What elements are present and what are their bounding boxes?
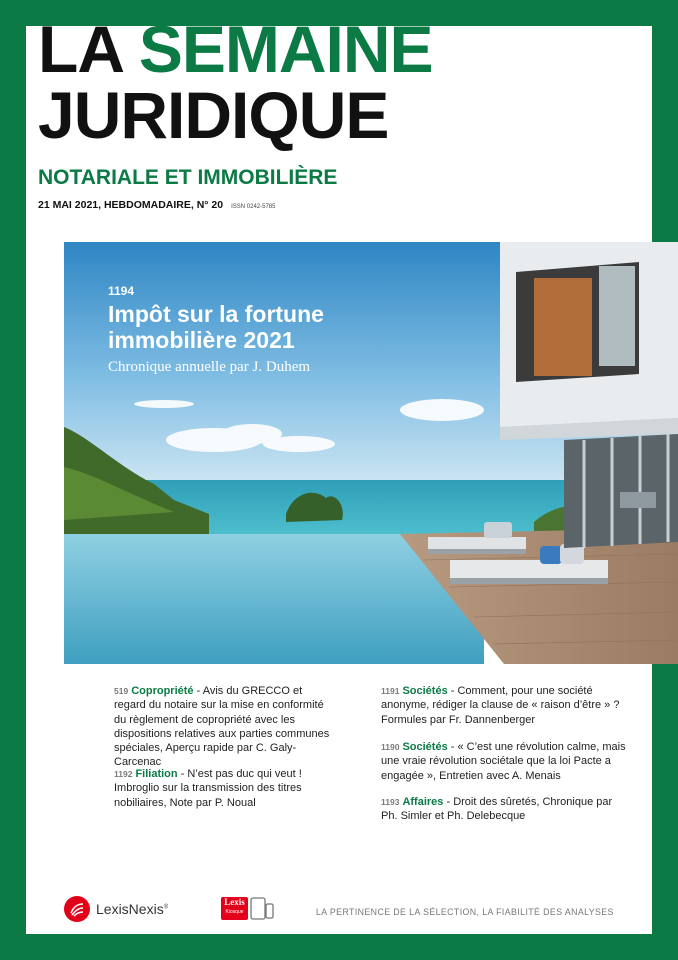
trademark: ® xyxy=(163,904,169,911)
item-section: Sociétés xyxy=(402,685,448,697)
item-text: - Droit des sûretés, Chronique par Ph. Simler et Ph. Delebecque xyxy=(381,796,613,823)
item-number: 519 xyxy=(114,686,129,696)
masthead-juridique: JURIDIQUE xyxy=(38,78,389,152)
cover-headline xyxy=(108,284,408,376)
item-text: - Comment, pour une société anonyme, rédiger la clause de « raison d’être » ? Formules par Fr. Dannenberger xyxy=(381,685,620,726)
item-text: - Avis du GRECCO et regard du notaire sur la mise en conformité du règlement de copropriété avec les dispositions relatives aux parties communes spéciales, Aperçu rapide par C. Galy-Carcenac xyxy=(114,685,330,769)
item-section: Sociétés xyxy=(402,741,448,753)
item-number: 1190 xyxy=(381,742,400,752)
item-number: 1191 xyxy=(381,686,400,696)
phone-icon xyxy=(266,904,273,918)
kiosque-label: Kiosque xyxy=(225,909,244,915)
devices-icon xyxy=(250,897,274,921)
kiosque-brand: Lexis xyxy=(224,897,245,907)
item-section: Copropriété xyxy=(131,685,194,697)
publisher-wordmark: LexisNexis xyxy=(96,901,164,917)
item-text: - N’est pas duc qui veut ! Imbroglio sur la transmission des titres nobiliaires, Note par P. Noual xyxy=(114,768,302,809)
publisher-name xyxy=(96,901,168,917)
lexis-kiosque-badge xyxy=(221,897,248,920)
contents-item xyxy=(114,684,336,770)
masthead-semaine: SEMAINE xyxy=(138,12,433,86)
item-section: Affaires xyxy=(402,796,444,808)
headline-title: Impôt sur la fortune immobilière 2021 xyxy=(108,301,324,353)
item-number: 1193 xyxy=(381,797,400,807)
headline-subtitle: Chronique annuelle par J. Duhem xyxy=(108,359,311,375)
tagline: LA PERTINENCE DE LA SÉLECTION, LA FIABILITÉ DES ANALYSES xyxy=(316,907,614,917)
masthead-la: LA xyxy=(38,12,122,86)
issn: ISSN 0242-5785 xyxy=(231,204,276,210)
item-text: - « C’est une révolution calme, mais une vraie révolution sociétale que la loi Pacte a engagée », Entretien avec A. Menais xyxy=(381,741,626,782)
masthead-subtitle: NOTARIALE ET IMMOBILIÈRE xyxy=(38,166,338,189)
lexisnexis-logo xyxy=(64,896,168,922)
tablet-icon xyxy=(251,898,265,919)
lexisnexis-logo-icon xyxy=(64,896,90,922)
headline-number: 1194 xyxy=(108,284,135,298)
item-section: Filiation xyxy=(135,768,178,780)
issue-date-number: 21 MAI 2021, HEBDOMADAIRE, N° 20 xyxy=(38,199,224,211)
contents-item xyxy=(381,740,626,783)
masthead-line-1 xyxy=(38,12,433,86)
issue-line xyxy=(38,199,275,211)
contents-item xyxy=(381,684,626,727)
contents-item xyxy=(114,767,339,810)
item-number: 1192 xyxy=(114,769,133,779)
contents-item xyxy=(381,795,626,824)
